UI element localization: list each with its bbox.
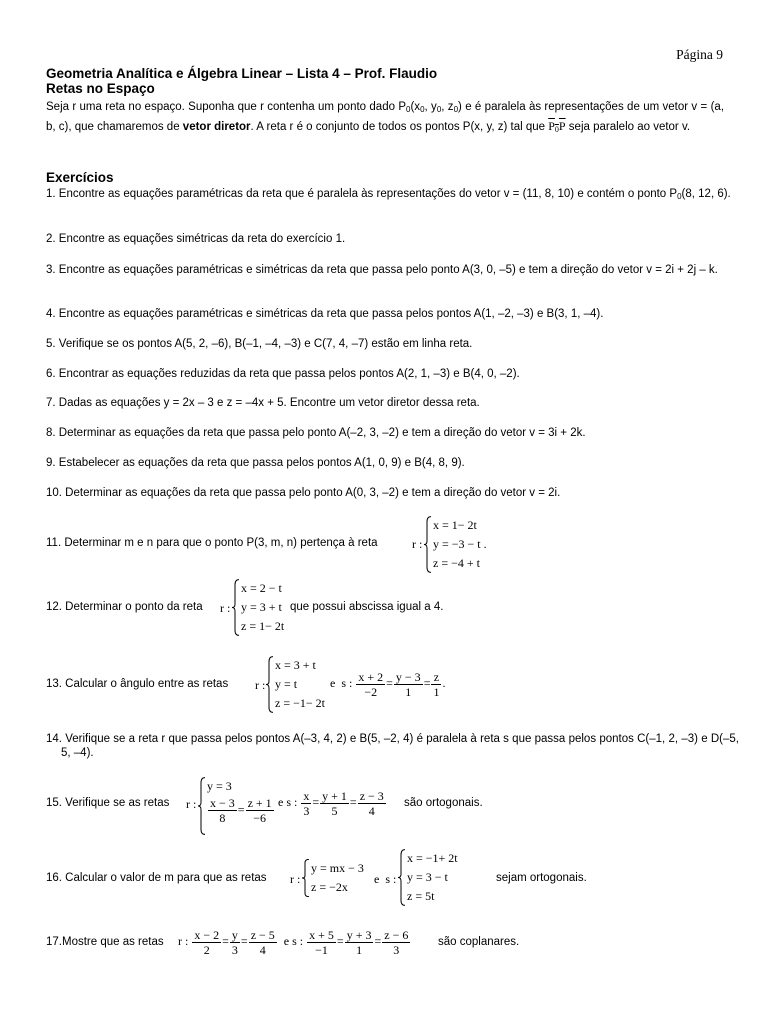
exercise-8: 8. Determinar as equações da reta que passa pelo ponto A(–2, 3, –2) e tem a direção do vetor v = 3i + 2k. bbox=[46, 427, 586, 439]
exercise-12-system: x = 2 − t y = 3 + t z = 1− 2t bbox=[232, 579, 284, 636]
exercise-12: 12. Determinar o ponto da reta bbox=[46, 601, 203, 613]
exercise-1: 1. Encontre as equações paramétricas da reta que é paralela às representações do vetor v = (11, 8, 10) e contém o ponto $P_0(8$, 12, 6). bbox=[46, 188, 731, 201]
exercise-13: 13. Calcular o ângulo entre as retas bbox=[46, 678, 229, 690]
exercise-17-equations: r : $\frac{x - 2}{2}$ = $\frac{y}{3}$ = $\frac{z - 5}{4}$ e s : $\frac{x + 5}{-1}$ = $\frac{y + 3}{1}$ = $\frac{z - 6}{3}$ bbox=[178, 927, 409, 957]
exercise-17: 17.Mostre que as retas bbox=[46, 936, 164, 948]
exercise-6: 6. Encontrar as equações reduzidas da reta que passa pelos pontos A(2, 1, –3) e B(4, 0, –2). bbox=[46, 368, 520, 380]
exercise-16-r-label: r : bbox=[290, 872, 301, 886]
exercise-4: 4. Encontre as equações paramétricas e simétricas da reta que passa pelos pontos A(1, –2, –3) e B(3, 1, –4). bbox=[46, 308, 604, 320]
exercise-16-end: sejam ortogonais. bbox=[496, 872, 587, 884]
exercise-16-r-system: y = mx − 3 z = −2x bbox=[302, 859, 364, 897]
exercise-9: 9. Estabelecer as equações da reta que passa pelos pontos A(1, 0, 9) e B(4, 8, 9). bbox=[46, 457, 465, 469]
exercise-15-r-label: r : bbox=[186, 797, 197, 811]
exercise-5: 5. Verifique se os pontos A(5, 2, –6), B(–1, –4, –3) e C(7, 4, –7) estão em linha reta. bbox=[46, 338, 473, 350]
exercise-16-s-system: x = −1+ 2t y = 3 − t z = 5t bbox=[398, 849, 458, 906]
exercise-10: 10. Determinar as equações da reta que passa pelo ponto A(0, 3, –2) e tem a direção do vetor v = 2i. bbox=[46, 487, 561, 499]
exercise-14: 14. Verifique se a reta r que passa pelos pontos A(–3, 4, 2) e B(5, –2, 4) é paralela à reta s que passa pelos pontos C(–1, 2, –3) e D(–5, 5, –4). bbox=[46, 733, 739, 759]
vector-p0p: $P_0P$ bbox=[548, 119, 566, 134]
exercise-11-system: x = 1− 2t y = −3 − t . z = −4 + t bbox=[424, 516, 487, 573]
exercise-16: 16. Calcular o valor de m para que as retas bbox=[46, 872, 267, 884]
exercise-11: 11. Determinar m e n para que o ponto P(3, m, n) pertença à reta bbox=[46, 537, 378, 549]
exercise-15-end: são ortogonais. bbox=[404, 797, 483, 809]
exercises-heading: Exercícios bbox=[46, 170, 114, 185]
exercise-2: 2. Encontre as equações simétricas da reta do exercício 1. bbox=[46, 233, 346, 245]
exercise-3: 3. Encontre as equações paramétricas e simétricas da reta que passa pelo ponto A(3, 0, –5) e tem a direção do vetor v = 2i + 2j – k. bbox=[46, 264, 718, 276]
exercise-11-r-label: r : bbox=[412, 537, 423, 551]
exercise-12-end: que possui abscissa igual a 4. bbox=[290, 601, 444, 613]
exercise-15: 15. Verifique se as retas bbox=[46, 797, 170, 809]
exercise-17-end: são coplanares. bbox=[438, 936, 520, 948]
exercise-15-s-equation: e s : $\frac{x}{3}$ = $\frac{y + 1}{5}$ = $\frac{z - 3}{4}$ bbox=[278, 788, 384, 818]
exercise-12-r-label: r : bbox=[220, 601, 231, 615]
exercise-7: 7. Dadas as equações y = 2x – 3 e z = –4x + 5. Encontre um vetor diretor dessa reta. bbox=[46, 397, 480, 409]
document-title: Geometria Analítica e Álgebra Linear – Lista 4 – Prof. Flaudio bbox=[46, 66, 438, 81]
exercise-13-system: x = 3 + t y = t z = −1− 2t bbox=[266, 656, 325, 713]
exercise-15-system: y = 3 $\frac{x - 3}{8}$ = $\frac{z + 1}{-6}$ bbox=[198, 777, 278, 835]
page-number: Página 9 bbox=[676, 47, 723, 62]
section-title: Retas no Espaço bbox=[46, 81, 155, 96]
exercise-13-s-equation: e s : $\frac{x + 2}{-2}$ = $\frac{y - 3}{1}$ = $\frac{z}{1}$ . bbox=[330, 669, 446, 699]
exercise-16-s-label: e s : bbox=[374, 872, 397, 886]
term-vetor-diretor: vetor diretor bbox=[182, 121, 251, 133]
intro-paragraph: Seja r uma reta no espaço. Suponha que r contenha um ponto dado $P_0(x_0$, $y_0$, $z_0$) e é paralela às representações de um vetor v = (a, b, c), que chamaremos de vetor diretor. A reta r é o conjunto de todos os pontos P(x, y, z) tal que $P_0P$ seja paralelo ao vetor v. bbox=[46, 101, 725, 134]
exercise-13-r-label: r : bbox=[255, 678, 266, 692]
